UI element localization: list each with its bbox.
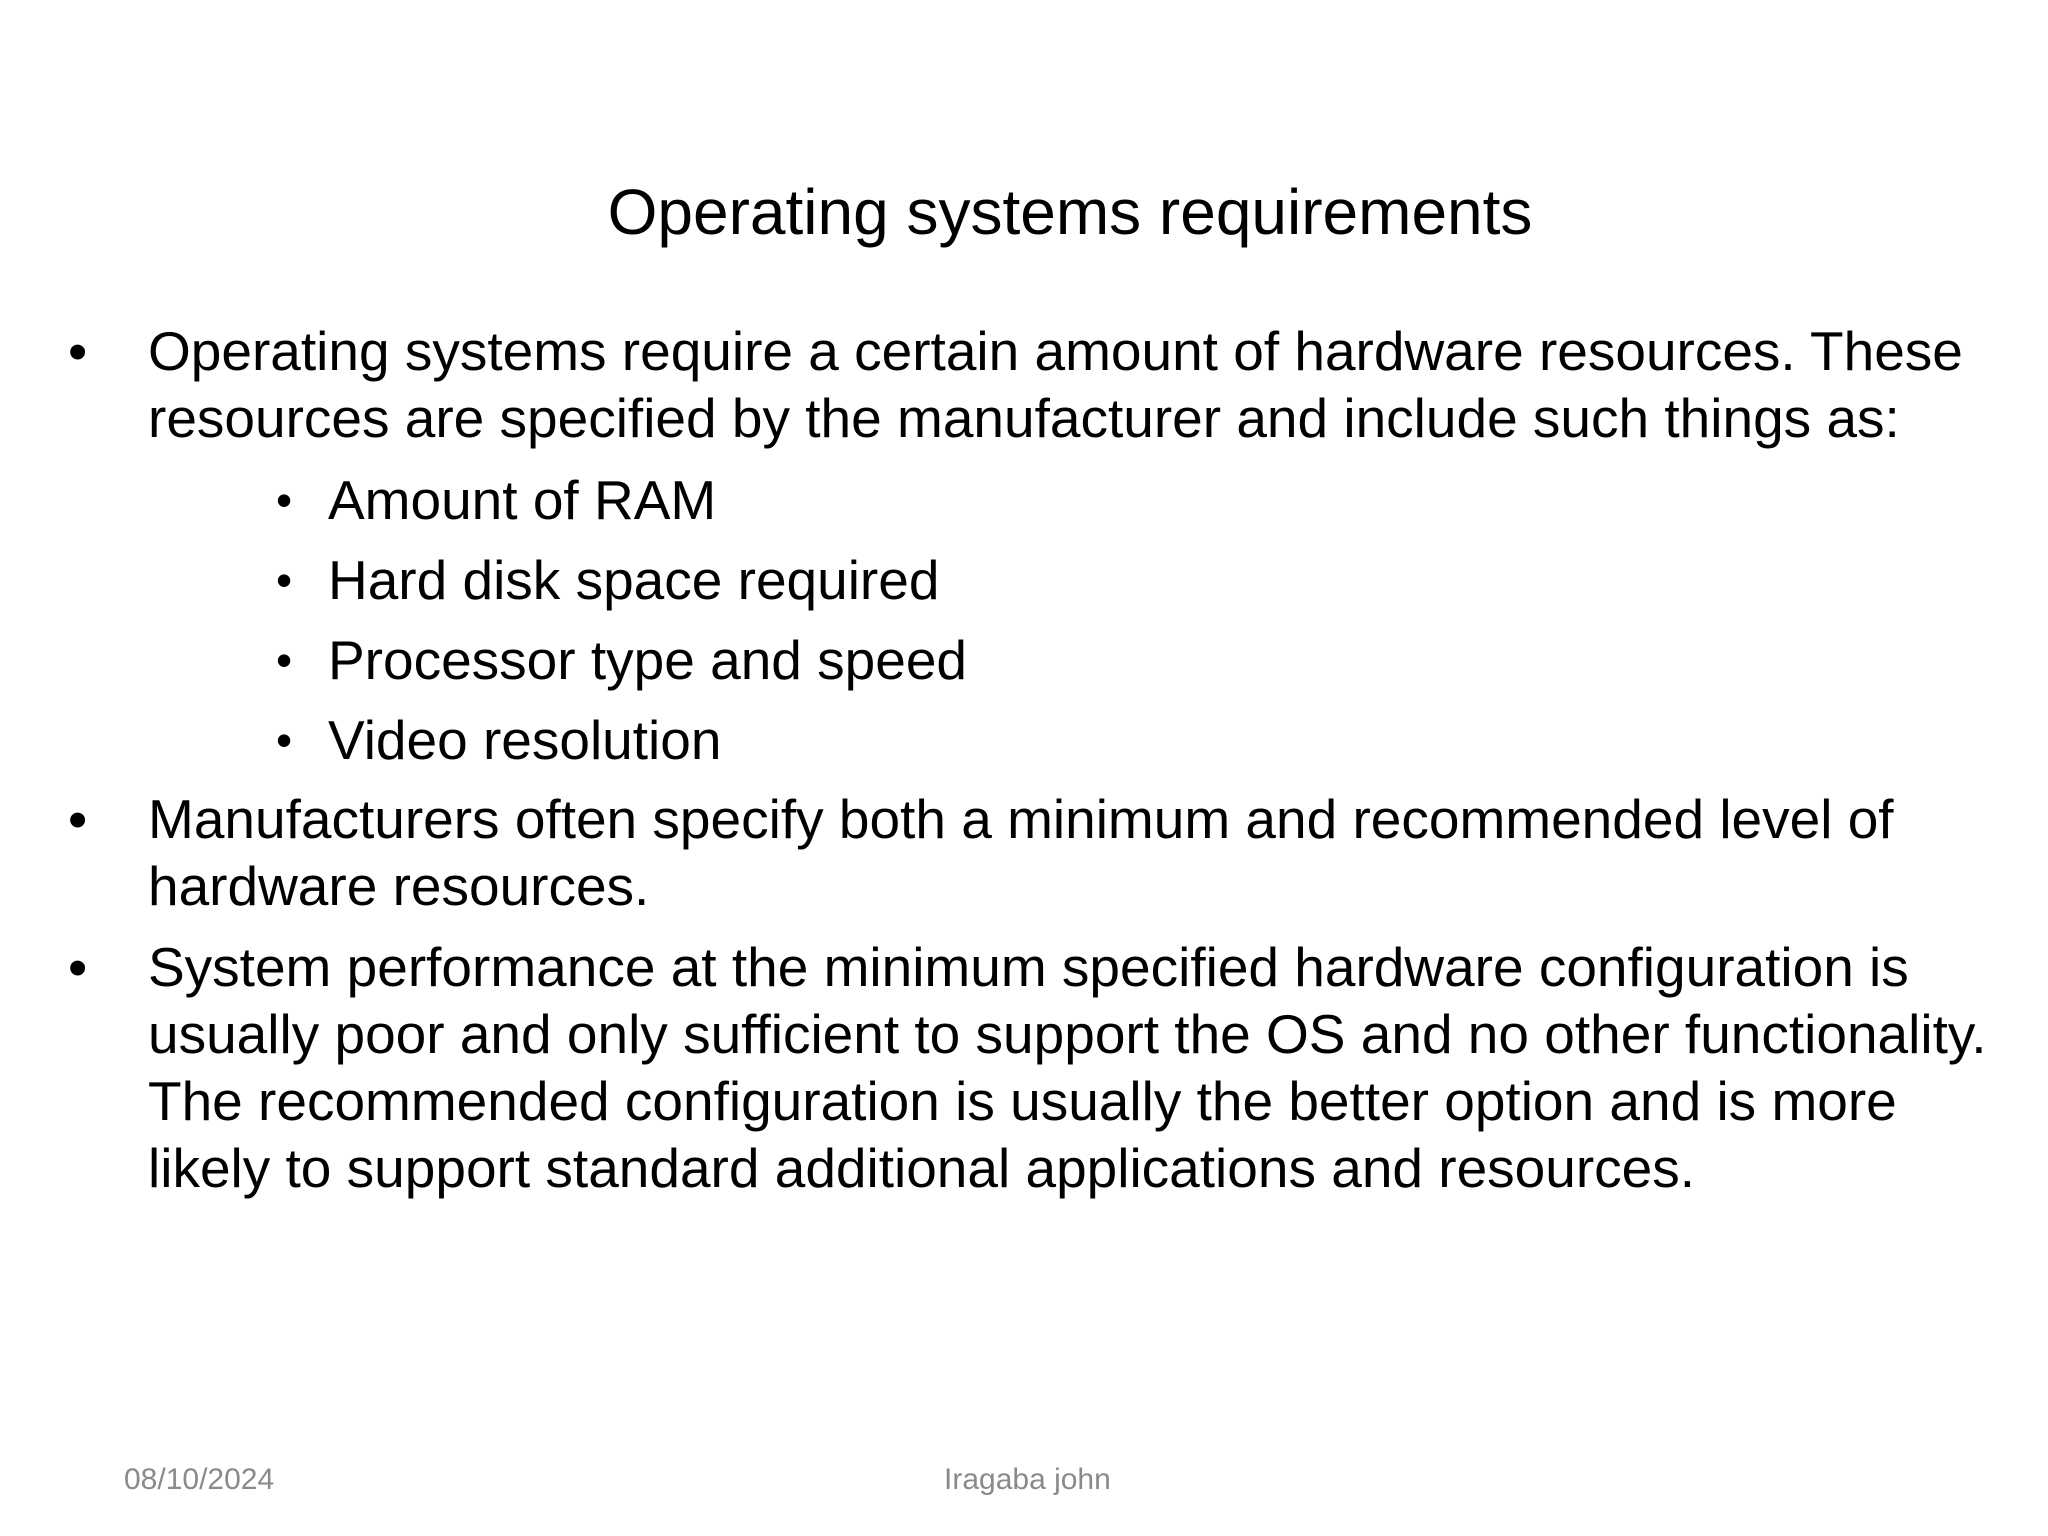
- sub-bullet-item: [68, 700, 1988, 780]
- bullet-text: Manufacturers often specify both a minimum and recommended level of hardware resources.: [148, 788, 1894, 917]
- sub-bullet-list: [68, 460, 1988, 780]
- bullet-text: System performance at the minimum specified hardware configuration is usually poor and only sufficient to support the OS and no other functionality. The recommended configuration is usually the better option and is more likely to support standard additional applications and resources.: [148, 936, 1987, 1199]
- slide-body: [68, 318, 1988, 1202]
- sub-bullet-text: Hard disk space required: [328, 549, 940, 611]
- sub-bullet-text: Processor type and speed: [328, 629, 967, 691]
- sub-bullet-text: Video resolution: [328, 709, 722, 771]
- bullet-icon: •: [276, 554, 293, 606]
- sub-bullet-item: [68, 620, 1988, 700]
- bullet-icon: •: [276, 634, 293, 686]
- bullet-icon: •: [276, 714, 293, 766]
- bullet-icon: •: [276, 474, 293, 526]
- bullet-item: [68, 318, 1988, 452]
- footer-date: 08/10/2024: [124, 1463, 275, 1496]
- bullet-icon: •: [68, 320, 88, 382]
- bullet-icon: •: [68, 936, 88, 998]
- bullet-item: [68, 934, 1988, 1202]
- slide-title: Operating systems requirements: [607, 176, 1533, 248]
- bullet-item: [68, 786, 1988, 920]
- bullet-icon: •: [68, 788, 88, 850]
- sub-bullet-item: [68, 540, 1988, 620]
- bullet-text: Operating systems require a certain amount of hardware resources. These resources are specified by the manufacturer and include such things as:: [148, 320, 1963, 449]
- sub-bullet-item: [68, 460, 1988, 540]
- footer-author: Iragaba john: [944, 1463, 1111, 1496]
- sub-bullet-text: Amount of RAM: [328, 469, 717, 531]
